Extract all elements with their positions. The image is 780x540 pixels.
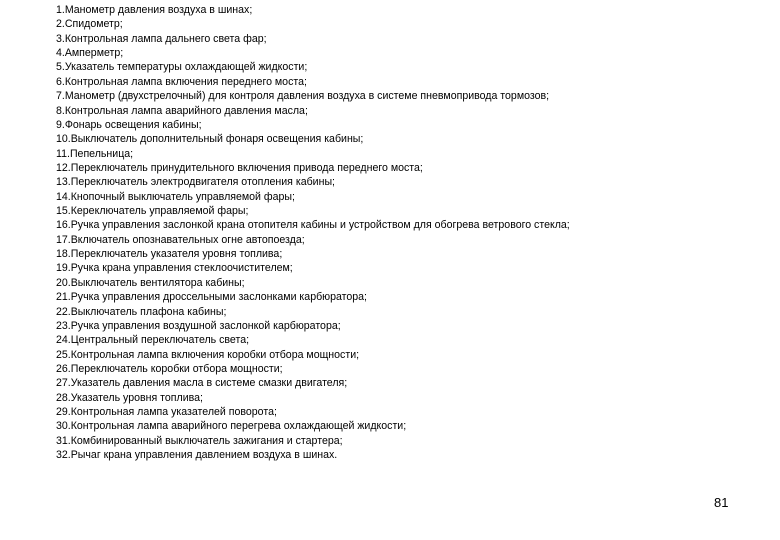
list-item: 31.Комбинированный выключатель зажигания и стартера;: [56, 434, 343, 447]
list-item: 21.Ручка управления дроссельными заслонками карбюратора;: [56, 291, 367, 304]
list-item: 29.Контрольная лампа указателей поворота;: [56, 406, 277, 419]
list-item: 3.Контрольная лампа дальнего света фар;: [56, 32, 267, 45]
list-item: 9.Фонарь освещения кабины;: [56, 118, 202, 131]
list-item: 27.Указатель давления масла в системе смазки двигателя;: [56, 377, 348, 390]
list-item: 7.Манометр (двухстрелочный) для контроля давления воздуха в системе пневмопривода тормозов;: [56, 90, 550, 103]
list-item: 8.Контрольная лампа аварийного давления масла;: [56, 104, 308, 117]
list-item: 12.Переключатель принудительного включения привода переднего моста;: [56, 161, 423, 174]
page-number: 81: [714, 495, 729, 510]
list-item: 17.Включатель опознавательных огне автопоезда;: [56, 233, 305, 246]
list-item: 13.Переключатель электродвигателя отопления кабины;: [56, 176, 336, 189]
list-item: 23.Ручка управления воздушной заслонкой карбюратора;: [56, 319, 341, 332]
list-item: 20.Выключатель вентилятора кабины;: [56, 276, 245, 289]
list-item: 30.Контрольная лампа аварийного перегрева охлаждающей жидкости;: [56, 420, 407, 433]
list-item: 10.Выключатель дополнительный фонаря освещения кабины;: [56, 133, 364, 146]
list-item: 18.Переключатель указателя уровня топлива;: [56, 248, 283, 261]
list-item: 11.Пепельница;: [56, 147, 134, 160]
list-item: 28.Указатель уровня топлива;: [56, 391, 203, 404]
list-item: 25.Контрольная лампа включения коробки отбора мощности;: [56, 348, 360, 361]
list-item: 6.Контрольная лампа включения переднего моста;: [56, 75, 307, 88]
list-item: 32.Рычаг крана управления давлением воздуха в шинах.: [56, 449, 338, 462]
list-item: 19.Ручка крана управления стеклоочистителем;: [56, 262, 293, 275]
list-item: 14.Кнопочный выключатель управляемой фары;: [56, 190, 295, 203]
list-item: 22.Выключатель плафона кабины;: [56, 305, 227, 318]
list-item: 24.Центральный переключатель света;: [56, 334, 250, 347]
list-item: 1.Манометр давления воздуха в шинах;: [56, 4, 253, 16]
list-item: 5.Указатель температуры охлаждающей жидкости;: [56, 61, 308, 74]
dashboard-legend-list: [56, 3, 570, 463]
list-item: 16.Ручка управления заслонкой крана отопителя кабины и устройством для обогрева ветрового стекла;: [56, 219, 570, 232]
list-item: 4.Амперметр;: [56, 47, 124, 60]
list-item: 15.Кереключатель управляемой фары;: [56, 205, 249, 218]
list-item: 26.Переключатель коробки отбора мощности;: [56, 362, 283, 375]
list-item: 2.Спидометр;: [56, 18, 123, 31]
